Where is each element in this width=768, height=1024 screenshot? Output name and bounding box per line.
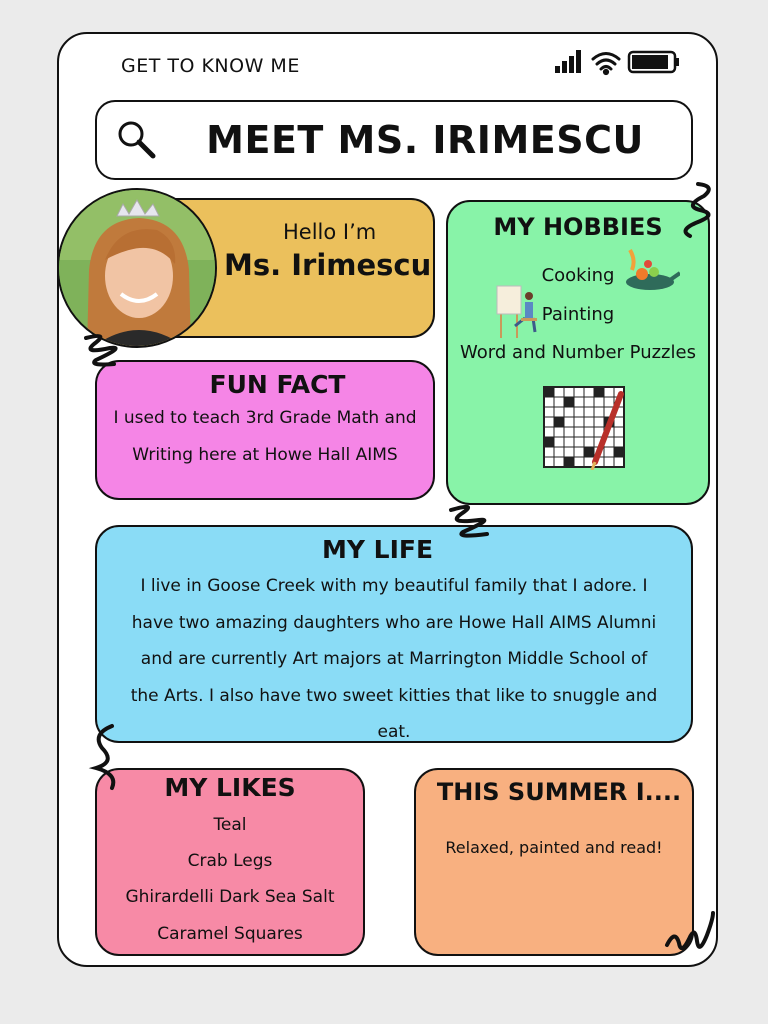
signal-icon [555,50,581,73]
fun-fact-line: I used to teach 3rd Grade Math and [113,408,417,428]
like-item: Caramel Squares [157,924,303,944]
my-life-line: have two amazing daughters who are Howe Hall AIMS Alumni [131,612,657,633]
hello-name: Ms. Irimescu [224,248,432,282]
fun-fact-title: FUN FACT [209,370,346,399]
squiggle-decoration [80,330,130,370]
search-icon[interactable] [115,118,159,162]
cooking-pan-icon [620,240,680,296]
fun-fact-text [100,400,430,474]
summer-text: Relaxed, painted and read! [445,838,663,857]
page-title: MEET MS. IRIMESCU [206,118,644,162]
fun-fact-line: Writing here at Howe Hall AIMS [132,445,398,465]
squiggle-decoration [88,722,128,792]
summer-title: THIS SUMMER I.... [436,778,682,806]
hobby-item: Word and Number Puzzles [460,342,696,363]
hobbies-title: MY HOBBIES [493,213,663,241]
hobby-item: Cooking [541,265,615,286]
like-item: Ghirardelli Dark Sea Salt [125,887,335,907]
avatar [57,188,217,348]
wifi-icon [593,54,619,74]
like-item: Teal [213,815,247,835]
squiggle-decoration [445,500,500,540]
my-life-line: I live in Goose Creek with my beautiful family that I adore. I [140,576,648,596]
status-icons [553,48,683,76]
my-life-line: eat. [377,722,411,742]
my-life-line: and are currently Art majors at Marrington Middle School of [140,649,648,669]
hello-greeting: Hello I’m [283,220,377,244]
likes-title: MY LIKES [164,773,296,802]
hobby-item: Painting [541,304,615,325]
painter-icon [495,282,540,340]
battery-icon [629,52,679,72]
squiggle-decoration [670,180,720,240]
my-life-line: the Arts. I also have two sweet kitties that like to snuggle and [130,685,658,706]
crossword-icon [543,386,627,470]
my-life-text [110,568,678,751]
status-bar-title: GET TO KNOW ME [121,55,300,77]
squiggle-decoration [663,905,717,957]
like-item: Crab Legs [187,851,273,871]
my-life-title: MY LIFE [321,535,434,564]
